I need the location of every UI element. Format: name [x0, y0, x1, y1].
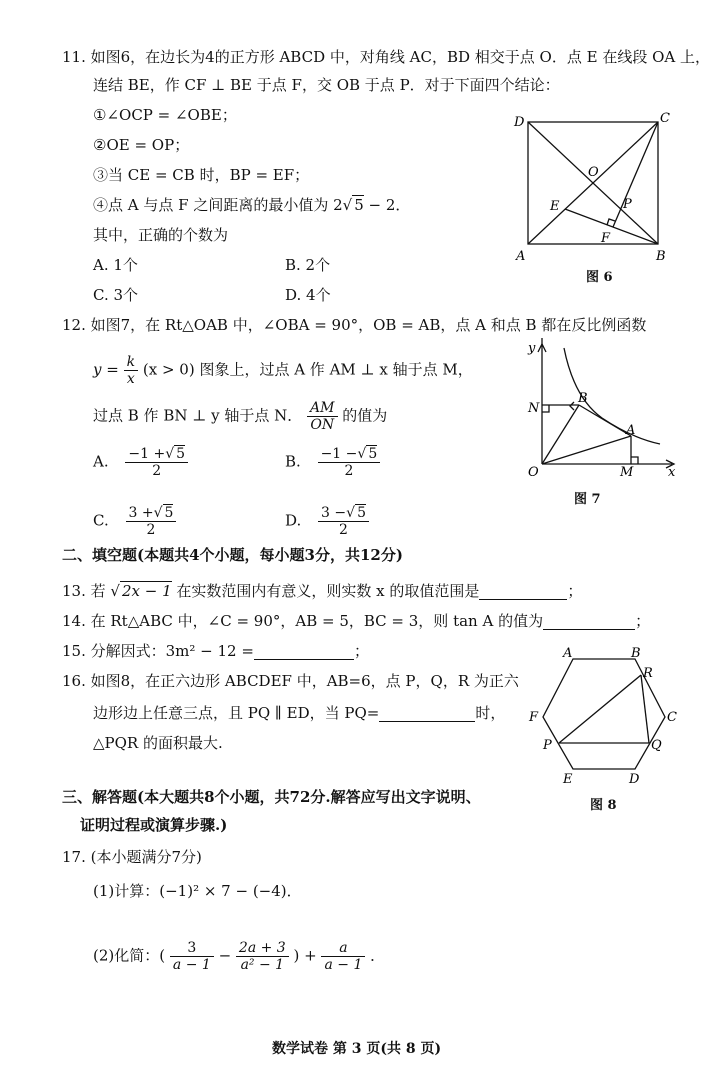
fig7-label-m: M: [620, 465, 634, 478]
q11-option-b: B. 2个: [285, 256, 331, 274]
fig6-label-o: O: [588, 165, 599, 180]
section-3-heading-line2: 证明过程或演算步骤.): [80, 816, 228, 834]
q12-option-b: B. $\frac{-1 -√ 5}{2}$: [285, 446, 380, 479]
fig6-label-b: B: [656, 249, 666, 264]
q16-line3: △PQR 的面积最大.: [93, 734, 223, 752]
fig6-label-d: D: [514, 115, 525, 130]
fig8-label-f: F: [529, 710, 539, 725]
page-footer: 数学试卷 第 3 页(共 8 页): [272, 1041, 442, 1057]
q12-function: y = $\frac{k}{x}$ (x > 0) 图象上，过点 A 作 AM ⊥ x 轴于点 M，: [93, 354, 473, 387]
q11-option-a: A. 1个: [93, 256, 138, 274]
q16-line1: 16. 如图8，在正六边形 ABCDEF 中，AB=6，点 P，Q，R 为正六: [62, 672, 519, 690]
fig8-label-b: B: [631, 646, 641, 661]
q12-option-c: C. $\frac{3 +√ 5}{2}$: [93, 505, 176, 538]
q11-conclusion-4: ④点 A 与点 F 之间距离的最小值为 2√ 5 − 2．: [93, 196, 411, 214]
q17-part1: (1)计算：(−1)² × 7 − (−4)．: [93, 882, 302, 900]
figure-6-caption: 图 6: [586, 270, 613, 285]
fig7-label-b: B: [578, 391, 588, 406]
q11-conclusion-1: ①∠OCP = ∠OBE；: [93, 106, 237, 124]
fig7-label-x: x: [668, 465, 676, 478]
q11-option-d: D. 4个: [285, 286, 331, 304]
fig8-label-p: P: [543, 738, 552, 753]
q13-answer-blank[interactable]: [479, 599, 567, 600]
q11-line2: 连结 BE，作 CF ⊥ BE 于点 F，交 OB 于点 P．对于下面四个结论：: [93, 76, 560, 94]
q17-heading: 17. (本小题满分7分): [62, 848, 202, 866]
q11-prompt: 其中，正确的个数为: [93, 226, 229, 244]
q16-line2: 边形边上任意三点，且 PQ ∥ ED，当 PQ= 时，: [93, 704, 506, 722]
fig7-label-n: N: [528, 401, 540, 416]
q17-part2: (2)化简：( $\frac{3}{a - 1}$ − $\frac{2a + 3}{\text{a² − 1}}$ ) + $\frac{a}{a - 1}$ ．: [93, 940, 386, 973]
fig8-label-e: E: [563, 772, 573, 785]
fig8-label-d: D: [629, 772, 640, 785]
q11-conclusion-3: ③当 CE = CB 时，BP = EF；: [93, 166, 310, 184]
q11-conclusion-2: ②OE = OP；: [93, 136, 190, 154]
figure-7-caption: 图 7: [574, 492, 601, 507]
fig7-label-a: A: [626, 423, 636, 438]
fig6-label-a: A: [516, 249, 526, 264]
figure-7: [522, 338, 682, 478]
figure-8: [525, 645, 685, 785]
fig8-label-q: Q: [651, 738, 662, 753]
q16-answer-blank[interactable]: [379, 721, 475, 722]
fig8-label-c: C: [667, 710, 677, 725]
section-2-heading: 二、填空题(本题共4个小题，每小题3分，共12分): [62, 546, 403, 564]
fig6-label-e: E: [550, 199, 560, 214]
fig6-label-c: C: [660, 111, 670, 126]
q12-option-d: D. $\frac{3 -√ 5}{2}$: [285, 505, 369, 538]
section-3-heading-line1: 三、解答题(本大题共8个小题，共72分.解答应写出文字说明、: [62, 788, 481, 806]
q11-line1: 11. 如图6，在边长为4的正方形 ABCD 中，对角线 AC，BD 相交于点 O．点 E 在线段 OA 上，: [62, 48, 710, 66]
figure-8-caption: 图 8: [590, 798, 617, 813]
fig6-label-f: F: [601, 231, 611, 246]
q12-option-a: A. $\frac{-1 +√ 5}{2}$: [93, 446, 188, 479]
fig6-label-p: P: [623, 197, 632, 212]
fig7-label-y: y: [528, 341, 536, 356]
fig8-label-a: A: [563, 646, 573, 661]
q11-option-c: C. 3个: [93, 286, 139, 304]
q13: 13. 若 √ 2x − 1 在实数范围内有意义，则实数 x 的取值范围是 ；: [62, 582, 583, 600]
q14: 14. 在 Rt△ABC 中，∠C = 90°，AB = 5，BC = 3，则 tan A 的值为 ；: [62, 612, 651, 630]
q15: 15. 分解因式：3m² − 12 = ；: [62, 642, 369, 660]
q15-answer-blank[interactable]: [254, 659, 354, 660]
figure-6: [510, 110, 680, 270]
q14-answer-blank[interactable]: [543, 629, 635, 630]
q12-line1: 12. 如图7，在 Rt△OAB 中，∠OBA = 90°，OB = AB，点 A 和点 B 都在反比例函数: [62, 316, 647, 334]
fig7-label-o: O: [528, 465, 539, 478]
q12-line3: 过点 B 作 BN ⊥ y 轴于点 N． $\frac{AM}{ON}$ 的值为: [93, 400, 388, 433]
fig8-label-r: R: [643, 666, 653, 681]
